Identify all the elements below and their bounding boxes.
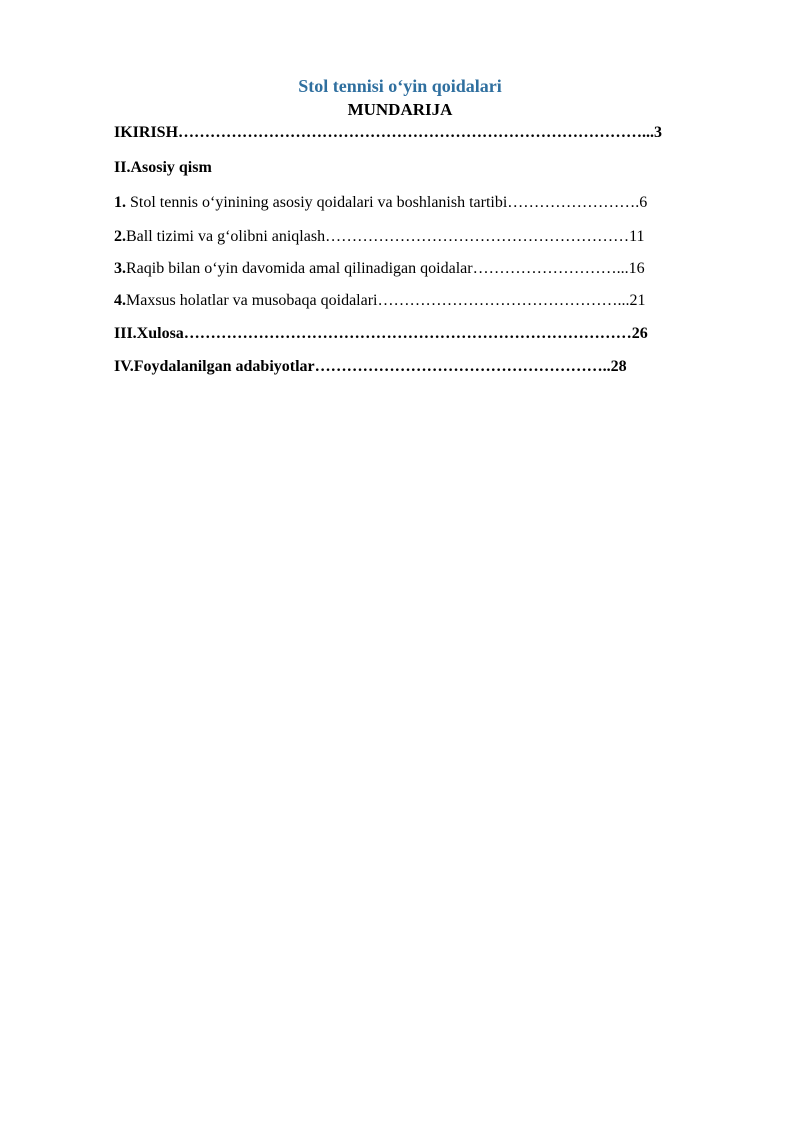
toc-heading: MUNDARIJA [347,100,453,119]
toc-entry-section-3 [114,259,645,279]
toc-entry-references [114,357,627,377]
document-title: Stol tennisi o‘yin qoidalari [298,76,502,96]
toc-entry-text: IV.Foydalanilgan adabiyotlar………………………………………………..28 [114,358,627,375]
toc-entry-section-4 [114,291,646,311]
toc-entry-introduction [114,123,662,143]
toc-entry-number: 3. [114,260,126,277]
toc-entry-number: 2. [114,228,126,245]
toc-entry-text: III.Xulosa…………………………………………………………………………26 [114,325,648,342]
toc-entry-number: 1. [114,194,126,211]
toc-entry-text: Raqib bilan o‘yin davomida amal qilinadigan qoidalar………………………...16 [126,260,645,277]
toc-entry-text: Ball tizimi va g‘olibni aniqlash…………………………………………………11 [126,228,645,245]
toc-entry-text: Stol tennis o‘yinining asosiy qoidalari va boshlanish tartibi…………………….6 [126,194,648,211]
toc-entry-conclusion [114,324,648,344]
toc-entry-number: 4. [114,292,126,309]
toc-entry-text: IKIRISH……………………………………………………………………………...3 [114,124,663,141]
toc-entry-text: II.Asosiy qism [114,159,212,176]
toc-entry-section-2 [114,227,644,247]
toc-entry-text: Maxsus holatlar va musobaqa qoidalari………………………………………...21 [126,292,646,309]
toc-entry-main-part [114,158,212,178]
toc-entry-section-1 [114,193,647,213]
